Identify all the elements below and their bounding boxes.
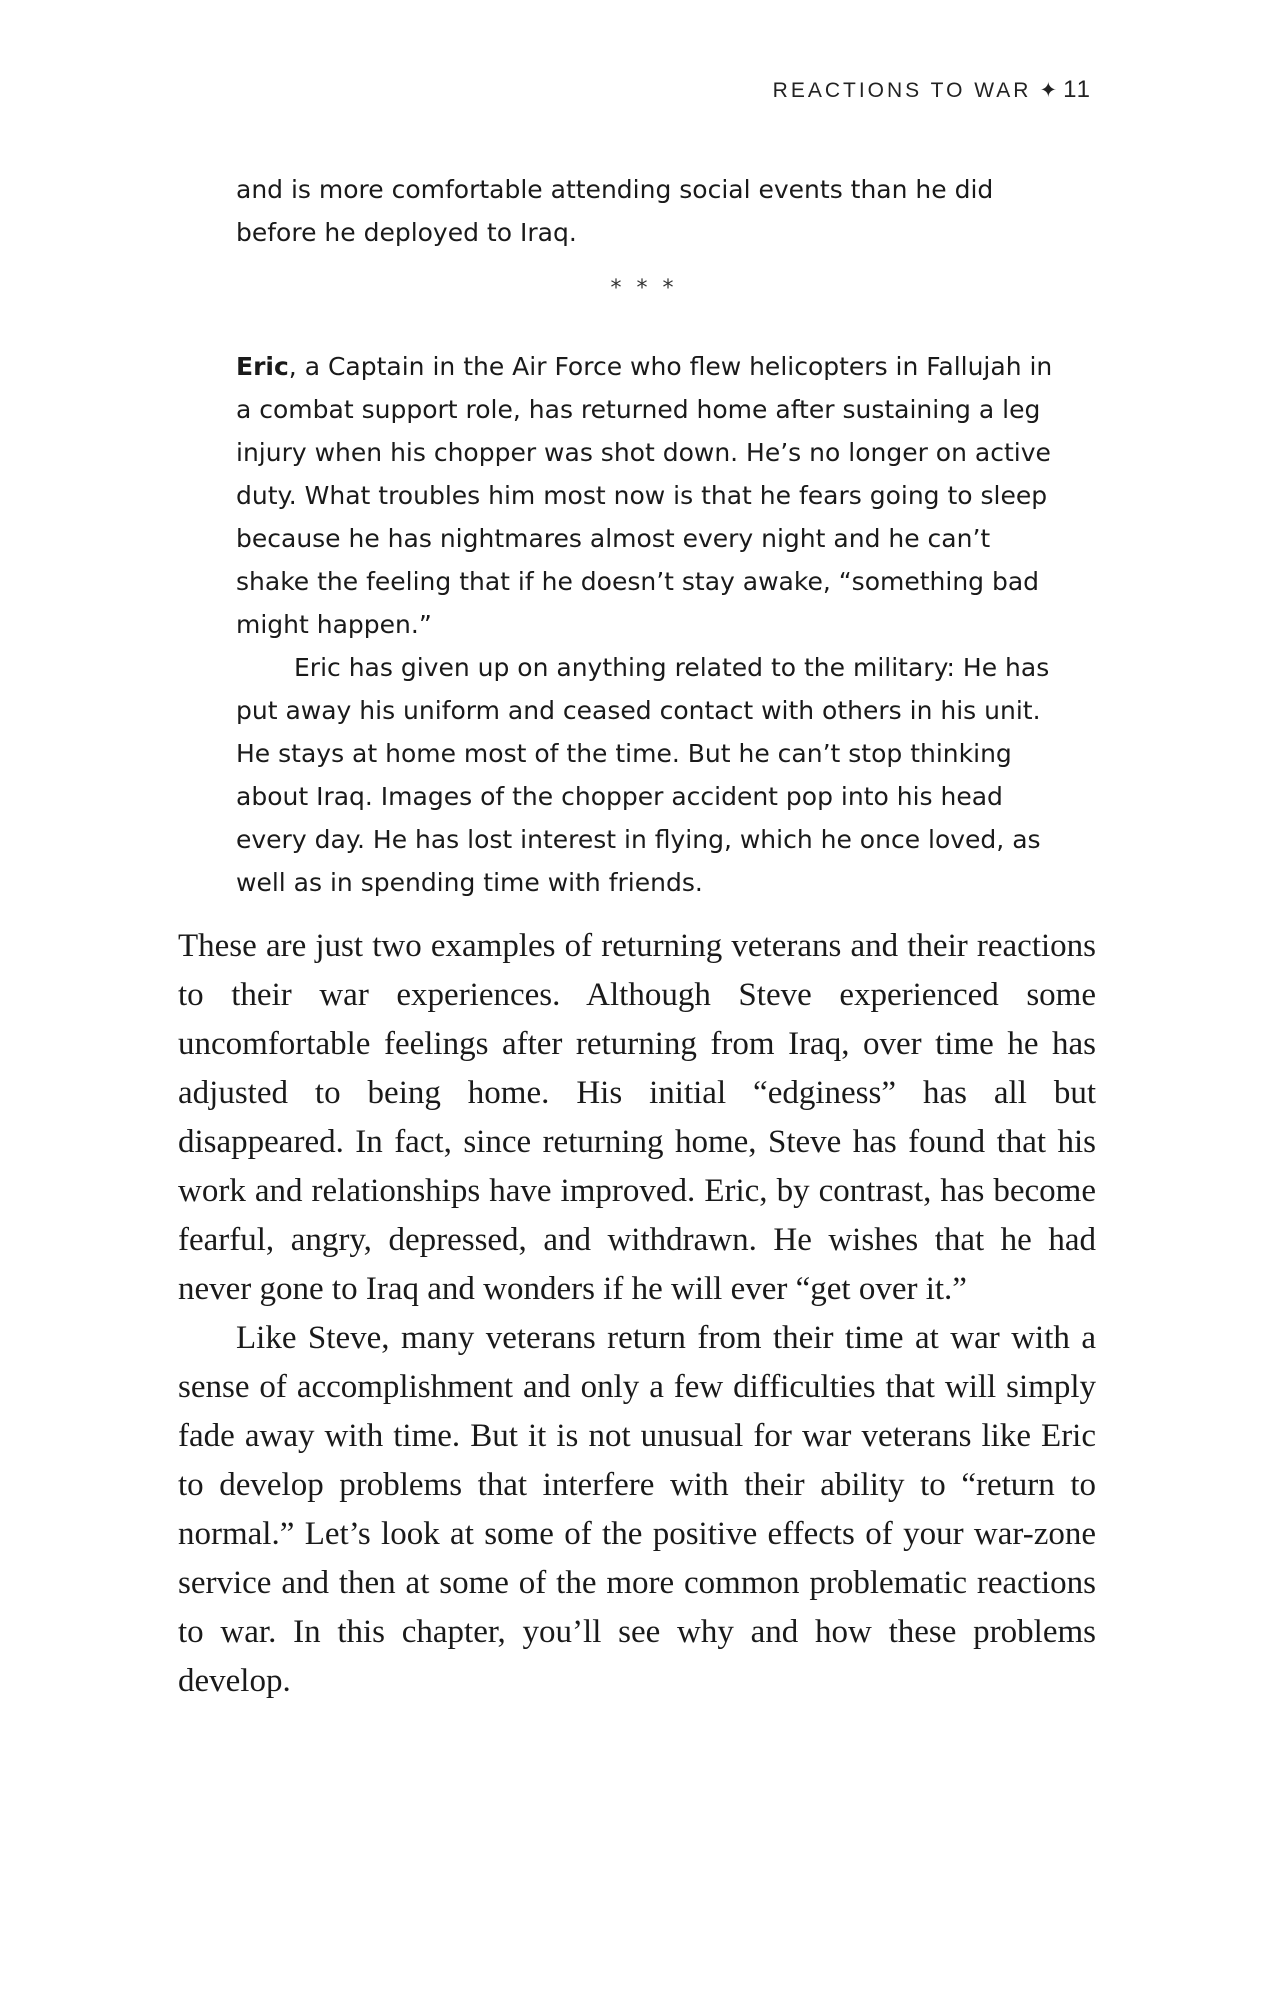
excerpt-eric xyxy=(236,345,1066,904)
case-name: Eric xyxy=(236,352,289,381)
excerpt-paragraph: Eric has given up on anything related to the military: He has put away his uniform and ceased contact with others in his unit. He stays at home most of the time. But he can’t stop thinking about Iraq. Images of the chopper accident pop into his head every day. He has lost interest in flying, which he once loved, as well as in spending time with friends. xyxy=(236,653,1050,897)
ornament-icon: ✦ xyxy=(1039,79,1058,102)
excerpt-paragraph xyxy=(236,345,1066,646)
running-header xyxy=(773,76,1092,104)
page-number: 11 xyxy=(1063,76,1092,103)
body-paragraph: These are just two examples of returning veterans and their reactions to their war experiences. Although Steve experienced some uncomfortable feelings after returning from Iraq, over time he has adjusted to being home. His initial “edginess” has all but disappeared. In fact, since returning home, Steve has found that his work and relationships have improved. Eric, by contrast, has become fearful, angry, depressed, and withdrawn. He wishes that he had never gone to Iraq and wonders if he will ever “get over it.” xyxy=(178,928,1096,1307)
body-paragraph: Like Steve, many veterans return from their time at war with a sense of accomplishment and only a few difficulties that will simply fade away with time. But it is not unusual for war veterans like Eric to develop problems that interfere with their ability to “return to normal.” Let’s look at some of the positive effects of your war-zone service and then at some of the more common problematic reactions to war. In this chapter, you’ll see why and how these problems develop. xyxy=(178,1320,1096,1699)
body-text xyxy=(178,922,1096,1706)
excerpt-steve-ending xyxy=(236,168,1066,254)
excerpt-text: , a Captain in the Air Force who flew helicopters in Fallujah in a combat support role, has returned home after sustaining a leg injury when his chopper was shot down. He’s no longer on active duty. What troubles him most now is that he fears going to sleep because he has nightmares almost every night and he can’t shake the feeling that if he doesn’t stay awake, “something bad might happen.” xyxy=(236,352,1053,639)
excerpt-paragraph: and is more comfortable attending social events than he did before he deployed to Iraq. xyxy=(236,175,994,247)
running-title: REACTIONS TO WAR xyxy=(772,79,1032,102)
section-divider: * * * xyxy=(610,276,678,301)
